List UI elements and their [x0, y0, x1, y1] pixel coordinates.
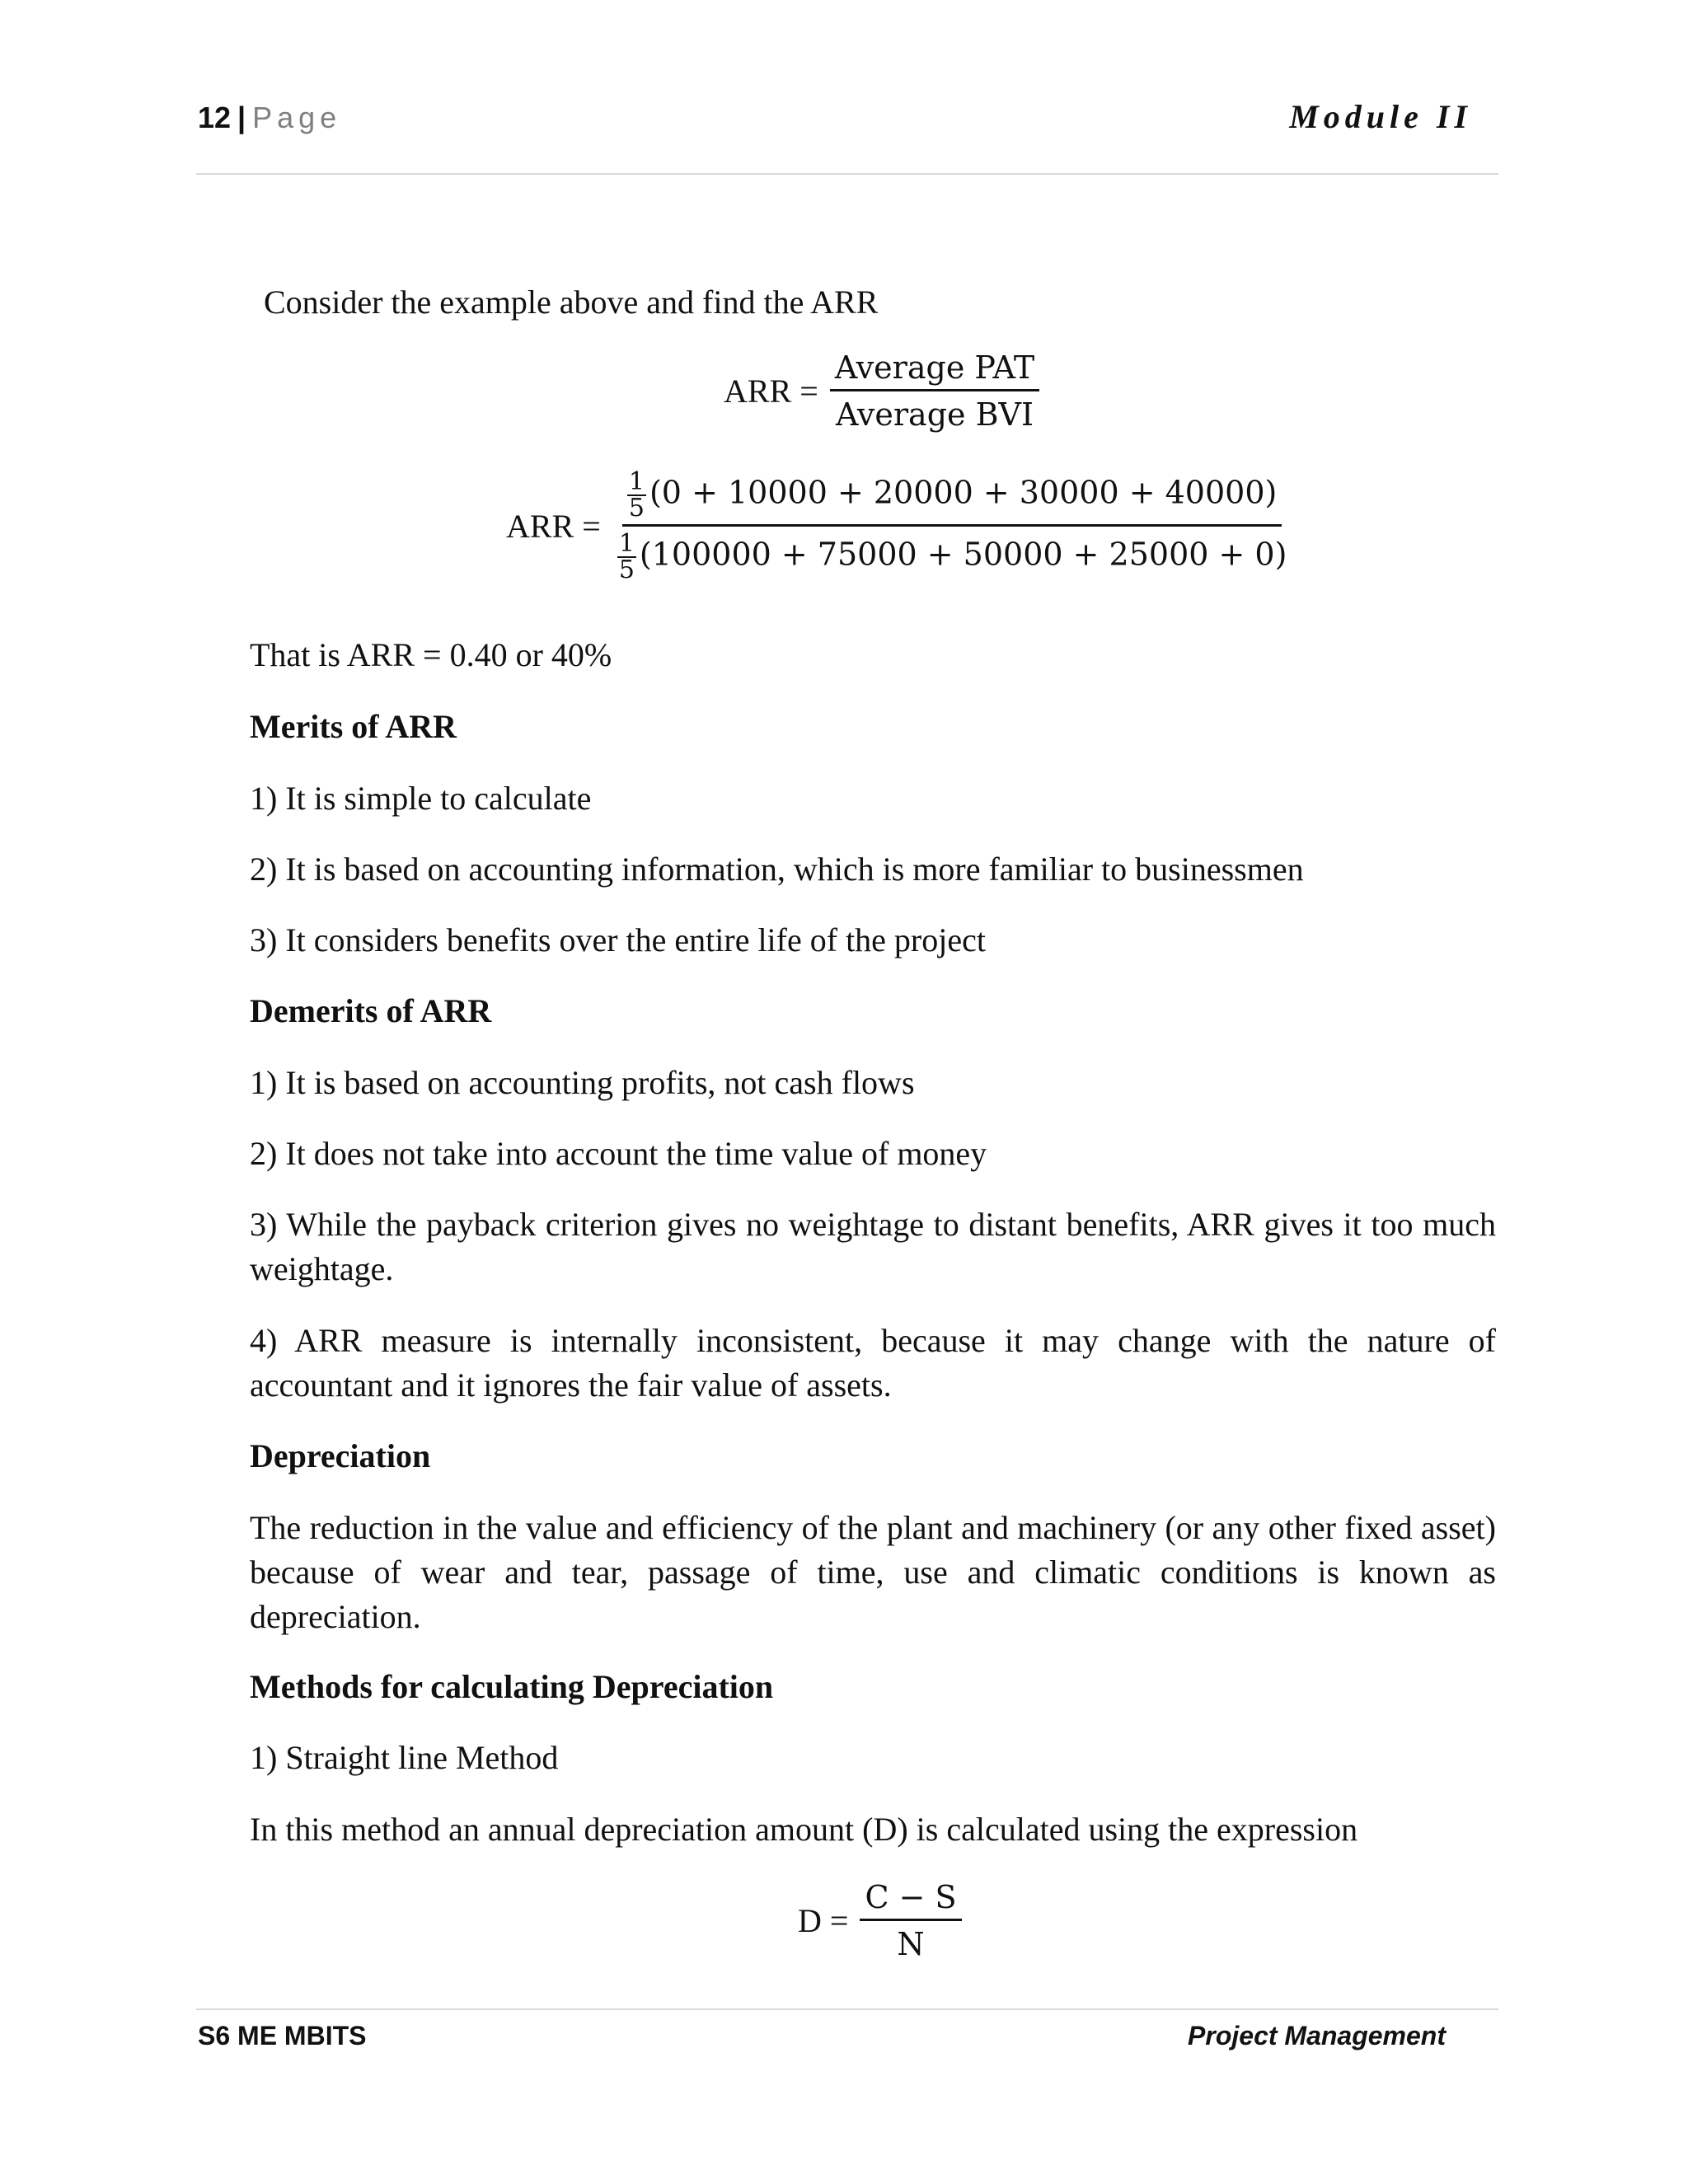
method-straight-line: 1) Straight line Method — [250, 1739, 559, 1776]
eq3-fraction — [860, 1879, 961, 1962]
eq1-denominator: Average BVI — [836, 396, 1034, 433]
footer-course: S6 ME MBITS — [198, 2021, 367, 2050]
eq3-denominator: N — [897, 1926, 925, 1962]
equation-depreciation — [798, 1879, 962, 1962]
module-title: Module II — [1289, 98, 1472, 135]
eq2-numerator-sum: (0 + 10000 + 20000 + 30000 + 40000) — [649, 474, 1278, 511]
merit-item-2: 2) It is based on accounting information, which is more familiar to businessmen — [250, 851, 1304, 888]
demerits-heading: Demerits of ARR — [250, 992, 492, 1029]
page-word: Page — [252, 101, 342, 134]
eq1-fraction — [830, 349, 1039, 433]
eq2-denominator: $\frac{1}{5}$ (100000 + 75000 + 50000 + 25000 + 0) — [618, 529, 1287, 584]
eq3-lhs: D = — [798, 1902, 849, 1939]
merits-heading: Merits of ARR — [250, 708, 457, 745]
page-number: 12 — [198, 101, 232, 134]
eq2-numerator: $\frac{1}{5}$ (0 + 10000 + 20000 + 30000 + 40000) — [622, 470, 1282, 527]
demerit-item-1: 1) It is based on accounting profits, not cash flows — [250, 1064, 915, 1101]
merit-item-3: 3) It considers benefits over the entire life of the project — [250, 921, 986, 958]
eq2-fraction — [612, 467, 1292, 584]
eq1-numerator: Average PAT — [830, 349, 1039, 391]
methods-heading: Methods for calculating Depreciation — [250, 1668, 774, 1705]
demerit-item-3: 3) While the payback criterion gives no weightage to distant benefits, ARR gives it too much weightage. — [250, 1206, 1496, 1287]
eq2-lhs: ARR = — [506, 508, 601, 545]
intro-text: Consider the example above and find the ARR — [264, 284, 879, 321]
header-divider — [196, 173, 1498, 175]
equation-arr-definition — [724, 349, 1039, 433]
merit-item-1: 1) It is simple to calculate — [250, 780, 592, 817]
eq1-lhs: ARR = — [724, 373, 818, 410]
depreciation-definition: The reduction in the value and efficiency of the plant and machinery (or any other fixed asset) because of wear and tear, passage of time, use and climatic conditions is known as depreciation. — [250, 1509, 1496, 1635]
method-straight-line-text: In this method an annual depreciation amount (D) is calculated using the expression — [250, 1811, 1358, 1848]
eq3-numerator: C − S — [860, 1879, 961, 1921]
footer-divider — [196, 2008, 1498, 2010]
page-number-header — [198, 101, 341, 135]
footer-subject: Project Management — [1188, 2021, 1446, 2050]
eq2-denominator-sum: (100000 + 75000 + 50000 + 25000 + 0) — [639, 536, 1287, 573]
demerit-item-2: 2) It does not take into account the time value of money — [250, 1135, 987, 1172]
header-separator: | — [237, 101, 246, 134]
depreciation-heading: Depreciation — [250, 1437, 431, 1474]
result-text: That is ARR = 0.40 or 40% — [250, 636, 612, 673]
equation-arr-values — [506, 467, 1292, 584]
demerit-item-4: 4) ARR measure is internally inconsistent, because it may change with the nature of accountant and it ignores the fair value of assets. — [250, 1322, 1496, 1404]
